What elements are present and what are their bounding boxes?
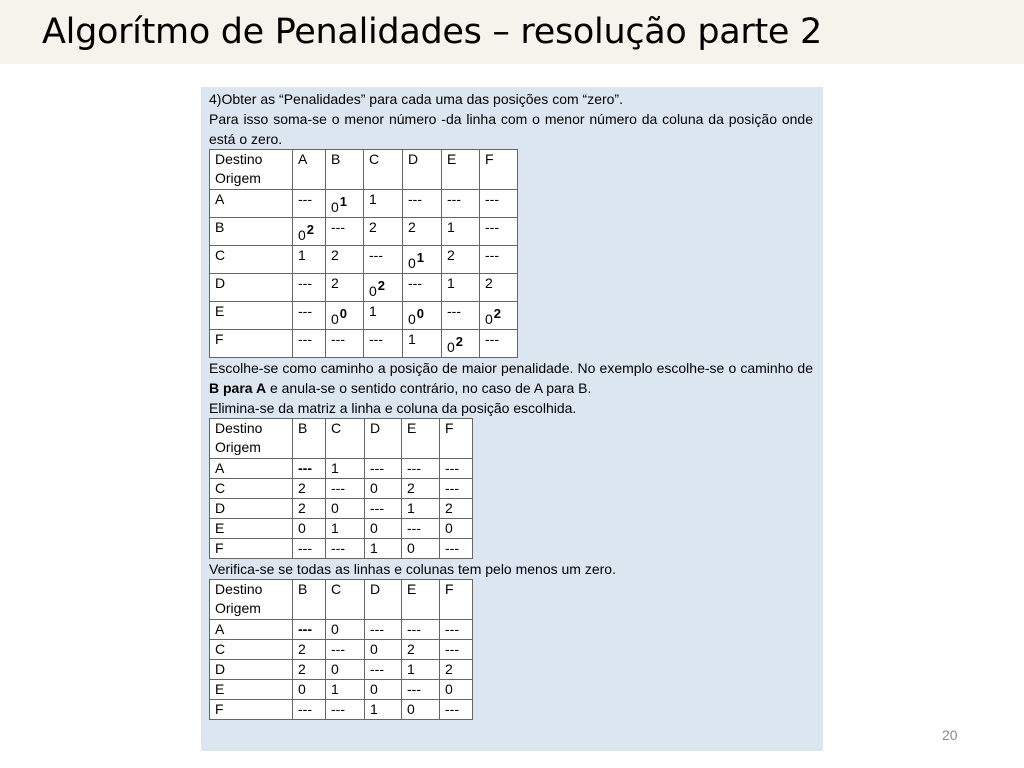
zero-value: 0 [408,311,416,327]
row-label: D [210,274,293,302]
table-cell [440,459,473,479]
table-cell [480,330,518,358]
table-row [210,519,473,539]
penalty-badge: 2 [455,334,464,349]
cell-value: 0 [370,641,378,657]
row-label: F [210,330,293,358]
table-cell [326,499,365,519]
column-header: D [403,150,442,190]
corner-destino: Destino [215,151,263,167]
cell-value: 1 [298,247,306,263]
cell-value: 2 [485,275,493,291]
row-label: A [210,190,293,218]
cell-value: 1 [370,701,378,717]
cell-value: --- [331,701,345,717]
cell-value: --- [298,303,312,319]
column-header: B [293,580,326,620]
table-cell [293,539,326,559]
cell-value: 2 [298,641,306,657]
corner-destino: Destino [215,420,263,436]
cell-value: 1 [407,661,415,677]
cell-value: --- [445,641,459,657]
cell-value: 1 [369,303,377,319]
cell-value: --- [369,331,383,347]
table-cell [402,539,440,559]
table-cell [365,620,402,640]
zero-value: 0 [408,255,416,271]
table-cell [364,330,403,358]
cell-value: --- [370,621,384,637]
table-cell [440,479,473,499]
table-row [210,680,473,700]
table-cell [480,302,518,330]
table-cell [364,190,403,218]
zero-value: 0 [331,311,339,327]
table-cell [293,218,326,246]
penalty-value [408,306,425,329]
table-cell [293,519,326,539]
zero-value: 0 [298,227,306,243]
penalty-badge: 2 [493,306,502,321]
table-cell [403,190,442,218]
cell-value: --- [445,460,459,476]
cell-value: --- [331,540,345,556]
corner-cell [210,419,293,459]
table-cell [293,680,326,700]
reduced-table [209,418,473,559]
penalty-badge: 1 [339,194,348,209]
cell-value: --- [298,701,312,717]
table-cell [326,459,365,479]
intro-line-1: 4)Obter as “Penalidades” para cada uma das posições com “zero”. [209,91,623,107]
cell-value: --- [298,540,312,556]
table-cell [403,302,442,330]
table-cell [293,190,326,218]
table-cell [293,302,326,330]
table-row [210,700,473,720]
verify-text: Verifica-se se todas as linhas e colunas tem pelo menos um zero. [209,561,616,577]
cell-value: --- [331,641,345,657]
table-cell [293,330,326,358]
table-cell [440,640,473,660]
cell-value: 1 [331,460,339,476]
table-row [210,302,518,330]
row-label: A [210,459,293,479]
table-cell [326,218,364,246]
cell-value: 1 [331,681,339,697]
table-row [210,479,473,499]
corner-origem: Origem [215,600,261,616]
middle-text-b: e anula-se o sentido contrário, no caso de A para B. [266,380,592,396]
table-cell [326,274,364,302]
cell-value: --- [445,621,459,637]
table-cell [365,479,402,499]
table-cell [326,479,365,499]
cell-value: 2 [407,641,415,657]
table-cell [293,660,326,680]
table-row [210,539,473,559]
row-label: E [210,519,293,539]
header-row [210,150,518,190]
cell-value: 0 [407,540,415,556]
cell-value: 0 [445,681,453,697]
row-label: D [210,660,293,680]
table-cell [326,246,364,274]
content-panel [201,87,823,751]
penalty-badge: 0 [339,306,348,321]
column-header: F [480,150,518,190]
cell-value: --- [370,661,384,677]
penalty-value [408,250,425,273]
cell-value: --- [370,500,384,516]
table-cell [365,640,402,660]
table-row [210,660,473,680]
table-cell [293,499,326,519]
cell-value: 2 [331,275,339,291]
cell-value: 2 [298,661,306,677]
corner-origem: Origem [215,439,261,455]
cell-value: 0 [298,520,306,536]
table-cell [293,479,326,499]
column-header: E [442,150,480,190]
cell-value: 0 [370,681,378,697]
table-cell [326,700,365,720]
table-cell [326,190,364,218]
table-cell [326,539,365,559]
cell-value: 0 [331,500,339,516]
cell-value: --- [370,460,384,476]
zero-value: 0 [447,339,455,355]
cell-value: --- [407,460,421,476]
table-cell [364,302,403,330]
cell-value: --- [298,191,312,207]
table-cell [326,620,365,640]
row-label: C [210,479,293,499]
cell-value: 2 [407,480,415,496]
penalty-value [331,306,348,329]
table-cell [402,640,440,660]
middle-line-2: Elimina-se da matriz a linha e coluna da posição escolhida. [209,400,577,416]
table-row [210,218,518,246]
column-header: A [293,150,326,190]
table-cell [440,680,473,700]
table-cell [402,620,440,640]
table-cell [442,274,480,302]
table-cell [402,700,440,720]
table-cell [402,479,440,499]
penalty-value [369,278,386,301]
zero-value: 0 [485,311,493,327]
table-cell [403,246,442,274]
table-cell [442,218,480,246]
table-cell [480,218,518,246]
table-cell [403,218,442,246]
row-label: A [210,620,293,640]
cell-value: --- [447,303,461,319]
penalty-value [485,306,502,329]
cell-value: 0 [331,621,339,637]
table-cell [365,660,402,680]
table-cell [364,218,403,246]
title-bar [0,0,1024,64]
table-row [210,274,518,302]
cell-value: 2 [298,480,306,496]
table-cell [293,274,326,302]
content [209,89,813,720]
table-row [210,640,473,660]
cell-value: --- [485,219,499,235]
cell-value: 1 [408,331,416,347]
cell-value: --- [331,219,345,235]
table-cell [440,620,473,640]
table-cell [480,246,518,274]
cell-value: --- [445,540,459,556]
header-row [210,580,473,620]
cell-value: 1 [370,540,378,556]
cell-value: --- [445,701,459,717]
penalty-badge: 0 [416,306,425,321]
slide-title: Algorítmo de Penalidades – resolução parte 2 [42,12,822,52]
row-label: C [210,640,293,660]
middle-paragraph [209,358,813,398]
row-label: E [210,680,293,700]
table-row [210,499,473,519]
corner-cell [210,150,293,190]
column-header: C [326,580,365,620]
page-number: 20 [942,727,958,743]
verified-table [209,579,473,720]
cell-value: 2 [408,219,416,235]
cell-value: --- [407,681,421,697]
table-cell [442,330,480,358]
cell-value: --- [485,247,499,263]
table-cell [440,660,473,680]
table-row [210,190,518,218]
table-row [210,620,473,640]
table-cell [365,519,402,539]
table-cell [402,660,440,680]
cell-value: --- [407,520,421,536]
cell-value: 2 [445,500,453,516]
table-cell [364,246,403,274]
table-cell [293,459,326,479]
penalty-value [447,334,464,357]
corner-cell [210,580,293,620]
table-cell [442,302,480,330]
cell-value: 1 [369,191,377,207]
cell-value: 0 [370,520,378,536]
penalty-badge: 2 [306,222,315,237]
column-header: D [365,580,402,620]
cell-value: --- [298,275,312,291]
cell-value: --- [408,275,422,291]
corner-destino: Destino [215,581,263,597]
cell-value: --- [369,247,383,263]
row-label: F [210,700,293,720]
table-cell [365,680,402,700]
cell-value: 2 [331,247,339,263]
table-cell [293,246,326,274]
column-header: C [364,150,403,190]
cell-value: 2 [369,219,377,235]
table-cell [326,680,365,700]
cell-value: 1 [407,500,415,516]
table-cell [402,499,440,519]
cell-value: --- [407,621,421,637]
column-header: F [440,419,473,459]
table-cell [440,539,473,559]
table-row [210,330,518,358]
cell-value: --- [298,460,312,476]
penalty-badge: 1 [416,250,425,265]
table-cell [480,190,518,218]
cell-value: 0 [370,480,378,496]
table-cell [326,660,365,680]
middle-text-a: Escolhe-se como caminho a posição de maior penalidade. No exemplo escolhe-se o caminho de [209,360,813,376]
cell-value: 0 [407,701,415,717]
column-header: D [365,419,402,459]
cell-value: --- [298,331,312,347]
intro-line-2: Para isso soma-se o menor número -da linha com o menor número da coluna da posição onde está o zero. [209,111,813,147]
table-cell [326,330,364,358]
table-cell [403,330,442,358]
table-cell [440,700,473,720]
cell-value: 0 [331,661,339,677]
cell-value: --- [298,621,312,637]
cell-value: 1 [331,520,339,536]
cell-value: --- [331,331,345,347]
table-cell [364,274,403,302]
table-cell [442,190,480,218]
table-row [210,459,473,479]
table-cell [326,640,365,660]
row-label: C [210,246,293,274]
penalty-value [331,194,348,217]
cell-value: 2 [445,661,453,677]
table-cell [326,302,364,330]
row-label: E [210,302,293,330]
cell-value: --- [445,480,459,496]
table-cell [440,499,473,519]
table-cell [365,700,402,720]
table-row [210,246,518,274]
zero-value: 0 [369,283,377,299]
column-header: B [293,419,326,459]
table-cell [480,274,518,302]
table-cell [403,274,442,302]
column-header: F [440,580,473,620]
cell-value: 2 [298,500,306,516]
penalty-badge: 2 [377,278,386,293]
zero-value: 0 [331,199,339,215]
cell-value: --- [408,191,422,207]
column-header: B [326,150,364,190]
row-label: F [210,539,293,559]
table-cell [326,519,365,539]
cell-value: --- [485,331,499,347]
table-cell [402,519,440,539]
table-cell [365,459,402,479]
table-cell [293,620,326,640]
cell-value: 0 [298,681,306,697]
table-cell [442,246,480,274]
cell-value: 1 [447,219,455,235]
table-cell [365,499,402,519]
cell-value: 2 [447,247,455,263]
table-cell [402,680,440,700]
cell-value: 0 [445,520,453,536]
row-label: D [210,499,293,519]
row-label: B [210,218,293,246]
cell-value: --- [331,480,345,496]
table-cell [293,700,326,720]
column-header: C [326,419,365,459]
penalty-value [298,222,315,245]
header-row [210,419,473,459]
table-cell [402,459,440,479]
column-header: E [402,580,440,620]
penalty-table [209,149,518,358]
table-cell [440,519,473,539]
cell-value: --- [447,191,461,207]
table-cell [293,640,326,660]
table-cell [365,539,402,559]
corner-origem: Origem [215,170,261,186]
column-header: E [402,419,440,459]
middle-bold: B para A [209,380,267,396]
cell-value: --- [485,191,499,207]
cell-value: 1 [447,275,455,291]
